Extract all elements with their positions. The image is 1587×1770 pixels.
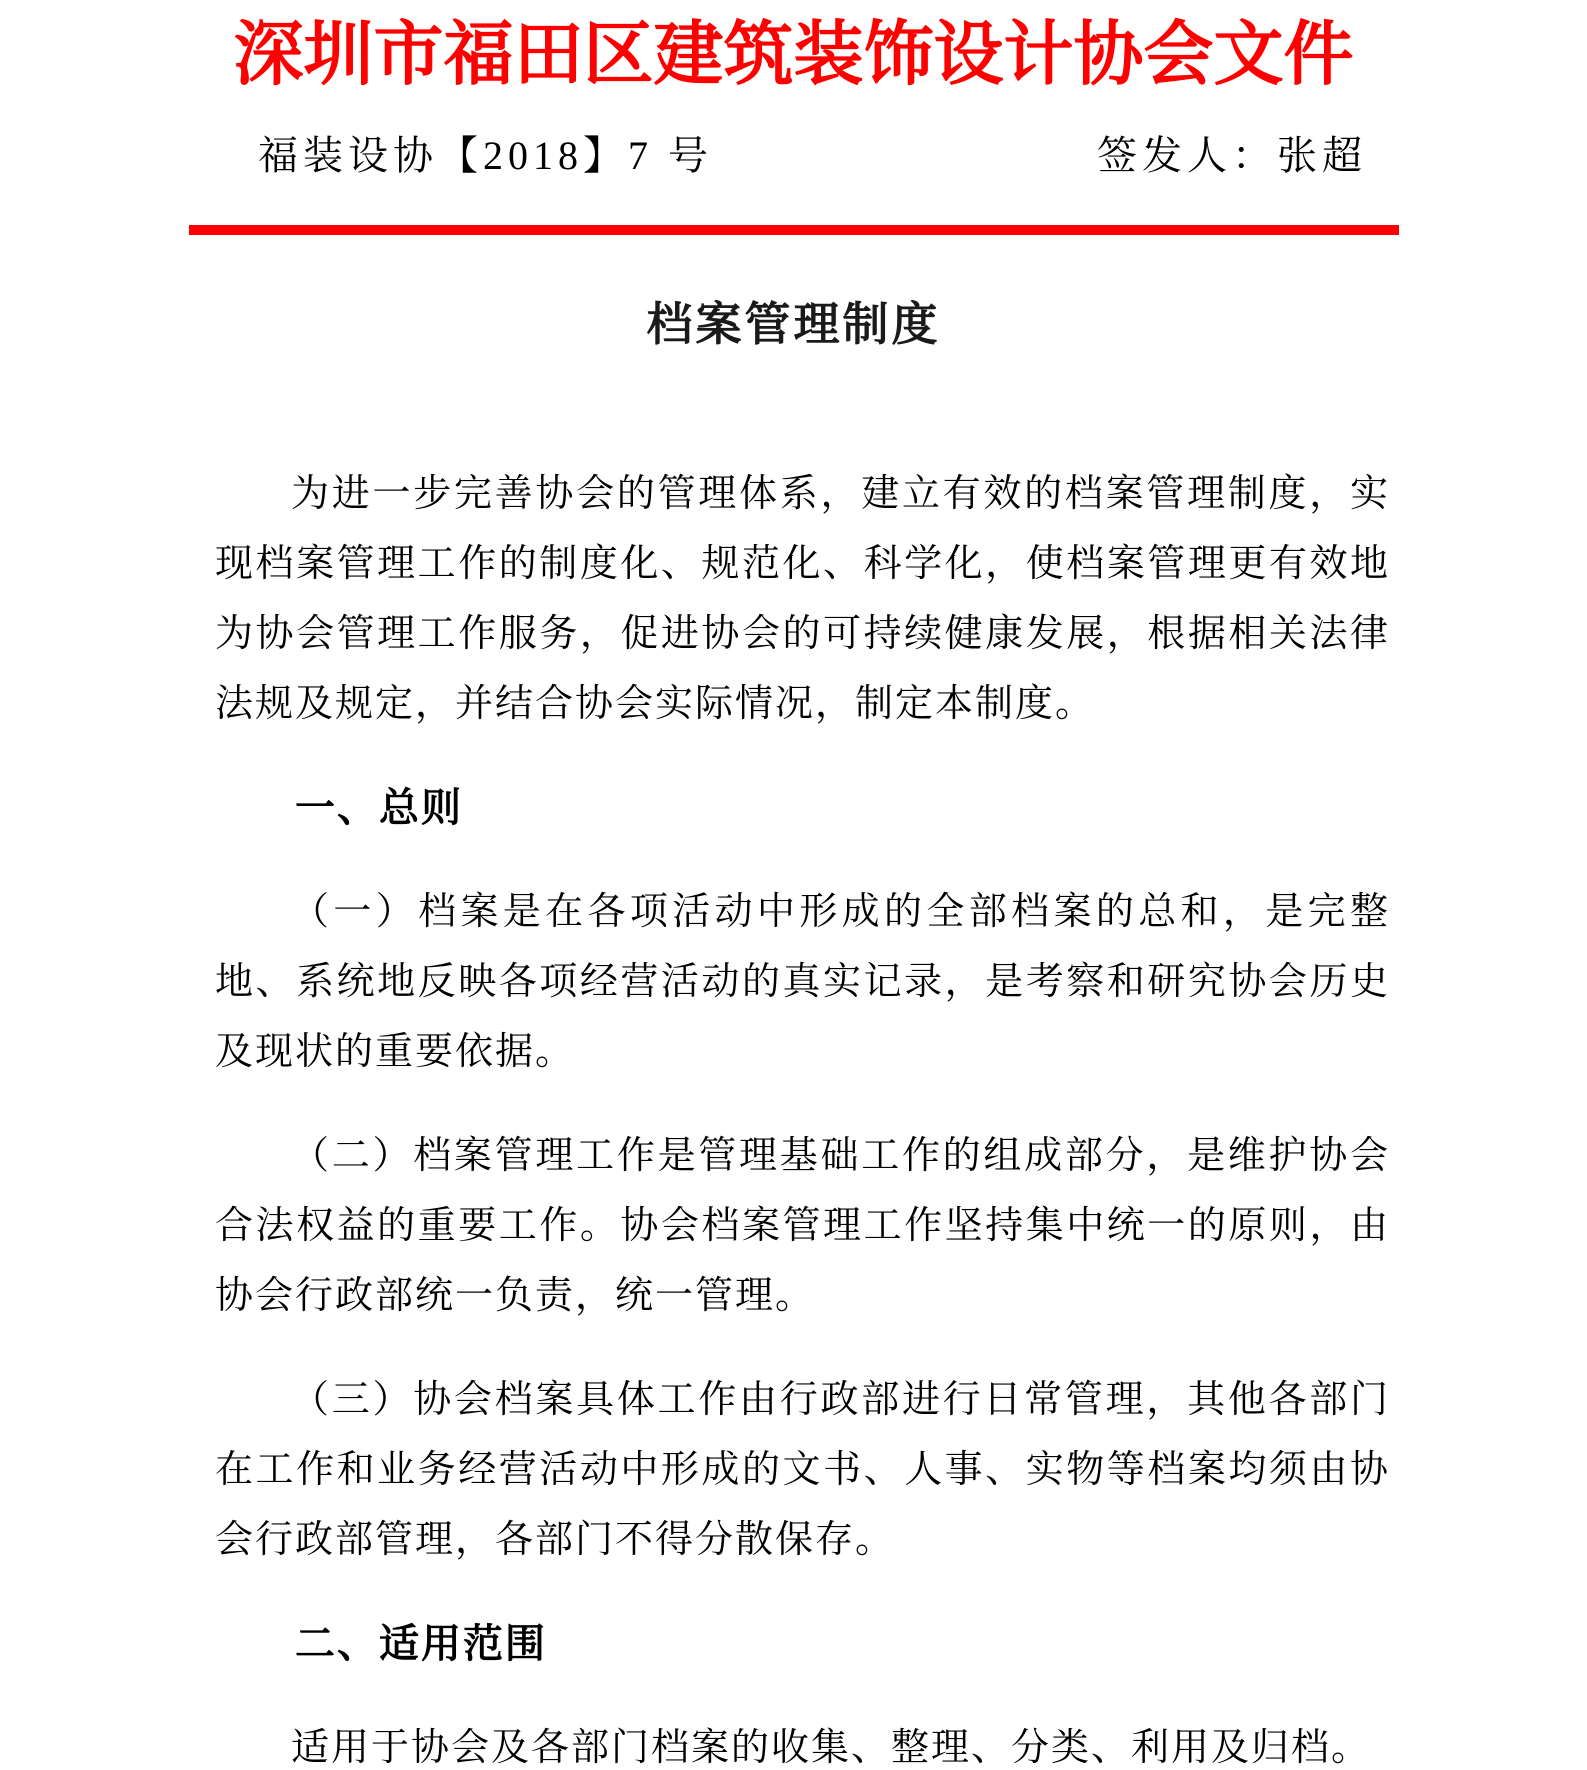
- section-heading-2: 二、适用范围: [295, 1621, 547, 1666]
- doc-meta-row: [258, 132, 1367, 180]
- section1-paragraph-2: （二）档案管理工作是管理基础工作的组成部分，是维护协会合法权益的重要工作。协会档案管理工作坚持集中统一的原则，由协会行政部统一负责，统一管理。: [215, 1135, 1390, 1317]
- org-title: 深圳市福田区建筑装饰设计协会文件: [233, 17, 1354, 94]
- section1-paragraph-3: （三）协会档案具体工作由行政部进行日常管理，其他各部门在工作和业务经营活动中形成的文书、人事、实物等档案均须由协会行政部管理，各部门不得分散保存。: [215, 1379, 1390, 1561]
- doc-number: 福装设协【2018】7 号: [258, 133, 713, 178]
- section1-paragraph-1: （一）档案是在各项活动中形成的全部档案的总和，是完整地、系统地反映各项经营活动的真实记录，是考察和研究协会历史及现状的重要依据。: [215, 891, 1390, 1073]
- section-heading-1: 一、总则: [295, 785, 463, 830]
- section2-paragraph-1: 适用于协会及各部门档案的收集、整理、分类、利用及归档。: [291, 1727, 1372, 1769]
- doc-body: [215, 459, 1390, 1770]
- intro-paragraph: 为进一步完善协会的管理体系，建立有效的档案管理制度，实现档案管理工作的制度化、规范化、科学化，使档案管理更有效地为协会管理工作服务，促进协会的可持续健康发展，根据相关法律法规及规定，并结合协会实际情况，制定本制度。: [215, 473, 1390, 725]
- red-divider: [189, 225, 1399, 235]
- signer: 签发人：张超: [1097, 133, 1367, 178]
- doc-title: 档案管理制度: [646, 299, 941, 350]
